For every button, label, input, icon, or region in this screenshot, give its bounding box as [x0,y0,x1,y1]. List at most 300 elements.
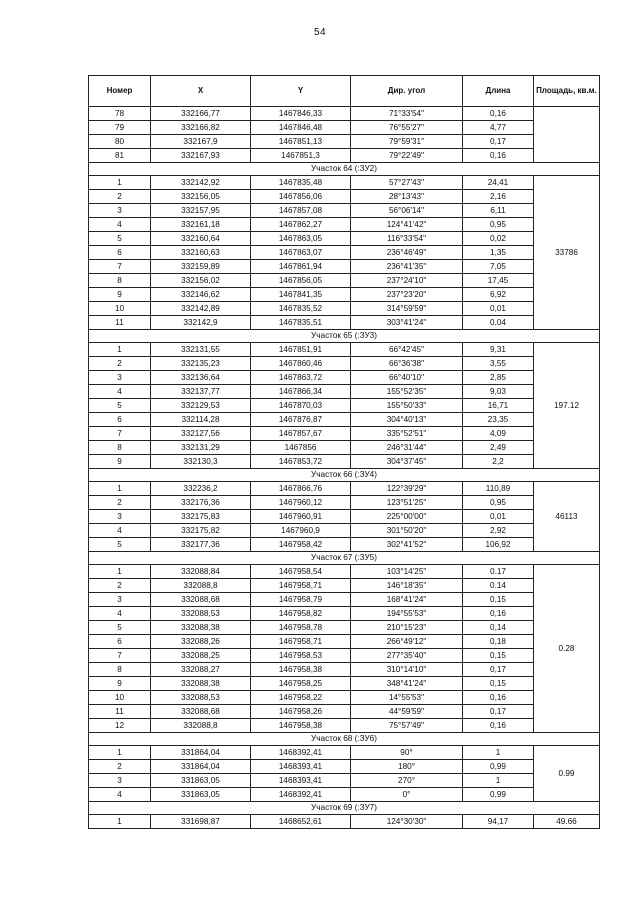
length-cell: 6,92 [463,288,534,302]
table-row [89,343,600,357]
x-coordinate-cell: 332129,53 [151,399,251,413]
direction-angle-cell: 303°41'24" [351,316,463,330]
length-cell: 4,09 [463,427,534,441]
x-coordinate-cell: 331863,05 [151,774,251,788]
table-row [89,218,600,232]
direction-angle-cell: 0° [351,788,463,802]
direction-angle-cell: 194°55'53" [351,607,463,621]
point-number-cell: 1 [89,746,151,760]
table-row [89,246,600,260]
y-coordinate-cell: 1467960,91 [251,510,351,524]
table-row [89,149,600,163]
table-row [89,524,600,538]
point-number-cell: 5 [89,399,151,413]
y-coordinate-cell: 1467853,72 [251,455,351,469]
point-number-cell: 4 [89,524,151,538]
table-row [89,593,600,607]
x-coordinate-cell: 332088,53 [151,691,251,705]
table-row [89,635,600,649]
direction-angle-cell: 277°35'40" [351,649,463,663]
x-coordinate-cell: 332137,77 [151,385,251,399]
length-cell: 94,17 [463,815,534,829]
y-coordinate-cell: 1468652,61 [251,815,351,829]
table-row [89,565,600,579]
length-cell: 0,95 [463,496,534,510]
area-cell: 0.99 [534,746,600,802]
direction-angle-cell: 236°41'35" [351,260,463,274]
area-cell: 46113 [534,482,600,552]
point-number-cell: 6 [89,413,151,427]
point-number-cell: 8 [89,441,151,455]
direction-angle-cell: 103°14'25" [351,565,463,579]
length-cell: 23,35 [463,413,534,427]
direction-angle-cell: 116°33'54" [351,232,463,246]
y-coordinate-cell: 1467856 [251,441,351,455]
direction-angle-cell: 90° [351,746,463,760]
length-cell: 0,15 [463,593,534,607]
direction-angle-cell: 75°57'49" [351,719,463,733]
table-row [89,260,600,274]
section-title: Участок 65 (:ЗУ3) [89,330,600,343]
x-coordinate-cell: 332160,64 [151,232,251,246]
y-coordinate-cell: 1467960,9 [251,524,351,538]
table-row [89,788,600,802]
x-coordinate-cell: 332142,9 [151,316,251,330]
x-coordinate-cell: 332166,82 [151,121,251,135]
length-cell: 0,99 [463,788,534,802]
y-coordinate-cell: 1467835,51 [251,316,351,330]
point-number-cell: 7 [89,427,151,441]
direction-angle-cell: 304°40'13" [351,413,463,427]
table-row [89,455,600,469]
header-area: Площадь, кв.м. [534,76,600,107]
y-coordinate-cell: 1467841,35 [251,288,351,302]
y-coordinate-cell: 1467870,03 [251,399,351,413]
x-coordinate-cell: 332131,55 [151,343,251,357]
table-row [89,232,600,246]
direction-angle-cell: 56°06'14" [351,204,463,218]
length-cell: 0,01 [463,302,534,316]
section-row [89,733,600,746]
direction-angle-cell: 168°41'24" [351,593,463,607]
direction-angle-cell: 314°59'59" [351,302,463,316]
length-cell: 0,14 [463,621,534,635]
y-coordinate-cell: 1468392,41 [251,746,351,760]
table-row [89,719,600,733]
section-row [89,802,600,815]
point-number-cell: 8 [89,274,151,288]
table-row [89,579,600,593]
y-coordinate-cell: 1467960,12 [251,496,351,510]
point-number-cell: 6 [89,635,151,649]
y-coordinate-cell: 1467958,38 [251,663,351,677]
x-coordinate-cell: 332166,77 [151,107,251,121]
y-coordinate-cell: 1467958,53 [251,649,351,663]
y-coordinate-cell: 1467958,82 [251,607,351,621]
length-cell: 2,92 [463,524,534,538]
x-coordinate-cell: 332135,23 [151,357,251,371]
area-cell: 197.12 [534,343,600,469]
x-coordinate-cell: 332175,82 [151,524,251,538]
direction-angle-cell: 180° [351,760,463,774]
length-cell: 2,85 [463,371,534,385]
section-row [89,330,600,343]
table-row [89,413,600,427]
table-row [89,538,600,552]
table-row [89,427,600,441]
direction-angle-cell: 302°41'52" [351,538,463,552]
point-number-cell: 9 [89,288,151,302]
table-row [89,621,600,635]
y-coordinate-cell: 1467857,67 [251,427,351,441]
section-title: Участок 64 (:ЗУ2) [89,163,600,176]
y-coordinate-cell: 1467958,25 [251,677,351,691]
table-body [89,107,600,829]
direction-angle-cell: 270° [351,774,463,788]
y-coordinate-cell: 1468393,41 [251,774,351,788]
table-row [89,385,600,399]
direction-angle-cell: 124°41'42" [351,218,463,232]
table-row [89,482,600,496]
length-cell: 0,16 [463,107,534,121]
x-coordinate-cell: 332177,36 [151,538,251,552]
y-coordinate-cell: 1467863,05 [251,232,351,246]
table-row [89,302,600,316]
length-cell: 0,16 [463,691,534,705]
length-cell: 16,71 [463,399,534,413]
y-coordinate-cell: 1467851,3 [251,149,351,163]
area-cell: 49.66 [534,815,600,829]
y-coordinate-cell: 1467876,87 [251,413,351,427]
coordinates-table [88,75,600,829]
point-number-cell: 1 [89,176,151,190]
point-number-cell: 5 [89,621,151,635]
point-number-cell: 10 [89,691,151,705]
y-coordinate-cell: 1467958,54 [251,565,351,579]
direction-angle-cell: 28°13'43" [351,190,463,204]
point-number-cell: 3 [89,371,151,385]
length-cell: 106,92 [463,538,534,552]
length-cell: 24,41 [463,176,534,190]
point-number-cell: 3 [89,774,151,788]
point-number-cell: 4 [89,218,151,232]
length-cell: 0,17 [463,705,534,719]
length-cell: 0,18 [463,635,534,649]
length-cell: 9,31 [463,343,534,357]
y-coordinate-cell: 1467958,38 [251,719,351,733]
direction-angle-cell: 76°55'27" [351,121,463,135]
length-cell: 110,89 [463,482,534,496]
table-row [89,399,600,413]
length-cell: 2,49 [463,441,534,455]
point-number-cell: 4 [89,385,151,399]
point-number-cell: 11 [89,316,151,330]
direction-angle-cell: 335°52'51" [351,427,463,441]
length-cell: 0.17 [463,565,534,579]
point-number-cell: 12 [89,719,151,733]
direction-angle-cell: 79°22'49" [351,149,463,163]
x-coordinate-cell: 331864,04 [151,746,251,760]
length-cell: 2,16 [463,190,534,204]
x-coordinate-cell: 332156,02 [151,274,251,288]
y-coordinate-cell: 1467958,22 [251,691,351,705]
point-number-cell: 5 [89,538,151,552]
y-coordinate-cell: 1467857,08 [251,204,351,218]
direction-angle-cell: 266°49'12" [351,635,463,649]
y-coordinate-cell: 1467958,71 [251,635,351,649]
table-row [89,510,600,524]
point-number-cell: 4 [89,788,151,802]
y-coordinate-cell: 1467863,72 [251,371,351,385]
direction-angle-cell: 123°51'25" [351,496,463,510]
direction-angle-cell: 155°52'35" [351,385,463,399]
length-cell: 7,05 [463,260,534,274]
length-cell: 0.14 [463,579,534,593]
length-cell: 1 [463,746,534,760]
x-coordinate-cell: 332088,38 [151,621,251,635]
direction-angle-cell: 304°37'45" [351,455,463,469]
direction-angle-cell: 66°40'10" [351,371,463,385]
y-coordinate-cell: 1467866,34 [251,385,351,399]
section-row [89,163,600,176]
point-number-cell: 10 [89,302,151,316]
table-row [89,691,600,705]
point-number-cell: 1 [89,482,151,496]
length-cell: 3,55 [463,357,534,371]
point-number-cell: 81 [89,149,151,163]
x-coordinate-cell: 332175,83 [151,510,251,524]
x-coordinate-cell: 332167,93 [151,149,251,163]
length-cell: 1,35 [463,246,534,260]
y-coordinate-cell: 1468393,41 [251,760,351,774]
area-cell: 0.28 [534,565,600,733]
direction-angle-cell: 57°27'43" [351,176,463,190]
x-coordinate-cell: 332176,36 [151,496,251,510]
length-cell: 0,15 [463,677,534,691]
length-cell: 4,77 [463,121,534,135]
table-row [89,357,600,371]
table-row [89,496,600,510]
area-cell: 33786 [534,176,600,330]
direction-angle-cell: 66°36'38" [351,357,463,371]
page-number: 54 [313,27,327,38]
x-coordinate-cell: 332161,18 [151,218,251,232]
header-x: X [151,76,251,107]
header-length: Длина [463,76,534,107]
direction-angle-cell: 348°41'24" [351,677,463,691]
x-coordinate-cell: 331863,05 [151,788,251,802]
section-row [89,552,600,565]
x-coordinate-cell: 331864,04 [151,760,251,774]
point-number-cell: 2 [89,496,151,510]
direction-angle-cell: 79°59'31" [351,135,463,149]
direction-angle-cell: 122°39'29" [351,482,463,496]
x-coordinate-cell: 332088,8 [151,579,251,593]
y-coordinate-cell: 1467958,79 [251,593,351,607]
x-coordinate-cell: 332167,9 [151,135,251,149]
section-title: Участок 69 (:ЗУ7) [89,802,600,815]
direction-angle-cell: 246°31'44" [351,441,463,455]
point-number-cell: 11 [89,705,151,719]
x-coordinate-cell: 332127,56 [151,427,251,441]
point-number-cell: 9 [89,677,151,691]
direction-angle-cell: 225°00'00" [351,510,463,524]
point-number-cell: 1 [89,815,151,829]
length-cell: 2,2 [463,455,534,469]
length-cell: 0,15 [463,649,534,663]
point-number-cell: 8 [89,663,151,677]
header-y: Y [251,76,351,107]
header-row [89,76,600,107]
x-coordinate-cell: 332142,89 [151,302,251,316]
x-coordinate-cell: 332236,2 [151,482,251,496]
point-number-cell: 9 [89,455,151,469]
section-title: Участок 68 (:ЗУ6) [89,733,600,746]
length-cell: 0,17 [463,663,534,677]
section-title: Участок 66 (:ЗУ4) [89,469,600,482]
length-cell: 0,17 [463,135,534,149]
y-coordinate-cell: 1467866,76 [251,482,351,496]
x-coordinate-cell: 332088,68 [151,593,251,607]
length-cell: 0,95 [463,218,534,232]
point-number-cell: 3 [89,510,151,524]
table-row [89,371,600,385]
x-coordinate-cell: 332131,29 [151,441,251,455]
length-cell: 17,45 [463,274,534,288]
y-coordinate-cell: 1467958,78 [251,621,351,635]
point-number-cell: 79 [89,121,151,135]
x-coordinate-cell: 332146,62 [151,288,251,302]
y-coordinate-cell: 1467958,26 [251,705,351,719]
direction-angle-cell: 44°59'59" [351,705,463,719]
point-number-cell: 3 [89,593,151,607]
direction-angle-cell: 146°18'35" [351,579,463,593]
direction-angle-cell: 210°15'23" [351,621,463,635]
table-row [89,760,600,774]
table-row [89,774,600,788]
length-cell: 0,04 [463,316,534,330]
length-cell: 6,11 [463,204,534,218]
length-cell: 0,16 [463,607,534,621]
x-coordinate-cell: 332114,28 [151,413,251,427]
x-coordinate-cell: 331698,87 [151,815,251,829]
point-number-cell: 6 [89,246,151,260]
table-row [89,107,600,121]
y-coordinate-cell: 1467851,91 [251,343,351,357]
table-row [89,204,600,218]
point-number-cell: 2 [89,579,151,593]
table-row [89,677,600,691]
table-row [89,746,600,760]
point-number-cell: 5 [89,232,151,246]
x-coordinate-cell: 332088,26 [151,635,251,649]
direction-angle-cell: 237°24'10" [351,274,463,288]
length-cell: 0,01 [463,510,534,524]
x-coordinate-cell: 332142,92 [151,176,251,190]
section-row [89,469,600,482]
table-row [89,176,600,190]
x-coordinate-cell: 332088,27 [151,663,251,677]
point-number-cell: 2 [89,190,151,204]
y-coordinate-cell: 1467958,42 [251,538,351,552]
point-number-cell: 78 [89,107,151,121]
point-number-cell: 2 [89,760,151,774]
point-number-cell: 3 [89,204,151,218]
x-coordinate-cell: 332156,05 [151,190,251,204]
direction-angle-cell: 14°55'53" [351,691,463,705]
length-cell: 0,16 [463,719,534,733]
direction-angle-cell: 124°30'30" [351,815,463,829]
x-coordinate-cell: 332088,53 [151,607,251,621]
x-coordinate-cell: 332130,3 [151,455,251,469]
header-number: Номер [89,76,151,107]
y-coordinate-cell: 1468392,41 [251,788,351,802]
y-coordinate-cell: 1467856,06 [251,190,351,204]
point-number-cell: 1 [89,565,151,579]
table-row [89,121,600,135]
direction-angle-cell: 71°33'54" [351,107,463,121]
direction-angle-cell: 301°50'20" [351,524,463,538]
x-coordinate-cell: 332136,64 [151,371,251,385]
y-coordinate-cell: 1467835,52 [251,302,351,316]
point-number-cell: 1 [89,343,151,357]
direction-angle-cell: 236°46'49" [351,246,463,260]
y-coordinate-cell: 1467861,94 [251,260,351,274]
y-coordinate-cell: 1467862,27 [251,218,351,232]
length-cell: 0,16 [463,149,534,163]
length-cell: 9,03 [463,385,534,399]
x-coordinate-cell: 332159,89 [151,260,251,274]
direction-angle-cell: 237°23'20" [351,288,463,302]
y-coordinate-cell: 1467851,13 [251,135,351,149]
header-direction-angle: Дир. угол [351,76,463,107]
x-coordinate-cell: 332088,8 [151,719,251,733]
y-coordinate-cell: 1467835,48 [251,176,351,190]
y-coordinate-cell: 1467863,07 [251,246,351,260]
length-cell: 0,02 [463,232,534,246]
length-cell: 0,99 [463,760,534,774]
x-coordinate-cell: 332160,63 [151,246,251,260]
table-row [89,649,600,663]
point-number-cell: 7 [89,649,151,663]
table-row [89,815,600,829]
table-row [89,663,600,677]
y-coordinate-cell: 1467860,46 [251,357,351,371]
x-coordinate-cell: 332088,38 [151,677,251,691]
table-row [89,288,600,302]
length-cell: 1 [463,774,534,788]
y-coordinate-cell: 1467846,33 [251,107,351,121]
y-coordinate-cell: 1467958,71 [251,579,351,593]
x-coordinate-cell: 332088,68 [151,705,251,719]
point-number-cell: 7 [89,260,151,274]
area-cell [534,107,600,163]
direction-angle-cell: 155°50'33" [351,399,463,413]
table-row [89,316,600,330]
table-row [89,190,600,204]
table-row [89,274,600,288]
table-row [89,705,600,719]
table-row [89,607,600,621]
table-row [89,441,600,455]
x-coordinate-cell: 332088,25 [151,649,251,663]
y-coordinate-cell: 1467846,48 [251,121,351,135]
y-coordinate-cell: 1467856,05 [251,274,351,288]
x-coordinate-cell: 332088,84 [151,565,251,579]
direction-angle-cell: 310°14'10" [351,663,463,677]
table-row [89,135,600,149]
section-title: Участок 67 (:ЗУ5) [89,552,600,565]
